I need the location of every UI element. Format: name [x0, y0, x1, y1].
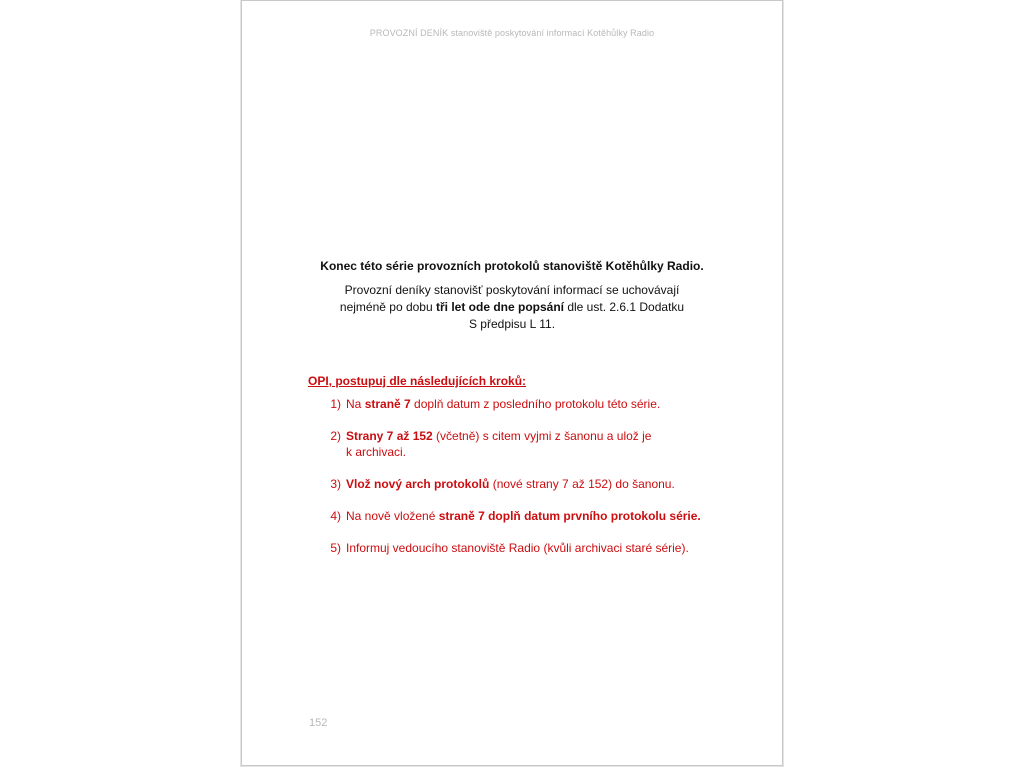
step-text-part: Informuj vedoucího stanoviště Radio (kvůli archivaci staré série). — [346, 541, 689, 555]
instruction-step — [308, 428, 748, 460]
step-emphasis: straně 7 — [364, 397, 411, 411]
step-text — [346, 396, 660, 412]
retention-period: tři let ode dne popsání — [435, 300, 564, 314]
step-text-part: Na nově vložené — [346, 509, 439, 523]
running-header: PROVOZNÍ DENÍK stanoviště poskytování informací Kotěhůlky Radio — [369, 28, 655, 38]
instruction-step — [308, 540, 748, 556]
step-text-part: k archivaci. — [346, 445, 407, 459]
instructions-block — [308, 374, 748, 572]
step-text-part: doplň datum z posledního protokolu této série. — [410, 397, 661, 411]
end-of-series-notice — [242, 259, 782, 333]
document-page — [241, 0, 783, 766]
retention-line-2-before: nejméně po dobu — [339, 300, 436, 314]
instruction-step — [308, 476, 748, 492]
step-number: 2) — [330, 429, 341, 443]
instructions-heading: OPI, postupuj dle následujících kroků: — [308, 374, 527, 388]
step-text — [346, 476, 675, 492]
step-text — [346, 508, 701, 524]
retention-line-3: S předpisu L 11. — [468, 317, 556, 331]
step-number: 4) — [330, 509, 341, 523]
step-emphasis: Vlož nový arch protokolů — [346, 477, 490, 491]
step-emphasis: straně 7 doplň datum prvního protokolu série. — [438, 509, 701, 523]
retention-paragraph — [242, 282, 782, 333]
end-of-series-title: Konec této série provozních protokolů stanoviště Kotěhůlky Radio. — [320, 259, 704, 273]
step-number: 3) — [330, 477, 341, 491]
step-text-part: Na — [346, 397, 365, 411]
instruction-step — [308, 508, 748, 524]
step-text-part: (nové strany 7 až 152) do šanonu. — [489, 477, 675, 491]
step-emphasis: Strany 7 až 152 — [346, 429, 433, 443]
retention-line-1: Provozní deníky stanovišť poskytování informací se uchovávají — [344, 283, 680, 297]
instructions-list — [308, 396, 748, 556]
step-number: 5) — [330, 541, 341, 555]
step-text — [346, 540, 689, 556]
step-text-part: (včetně) s citem vyjmi z šanonu a ulož je — [432, 429, 652, 443]
page-number: 152 — [309, 717, 328, 729]
instruction-step — [308, 396, 748, 412]
step-text — [346, 428, 651, 460]
retention-line-2-after: dle ust. 2.6.1 Dodatku — [564, 300, 685, 314]
step-number: 1) — [330, 397, 341, 411]
